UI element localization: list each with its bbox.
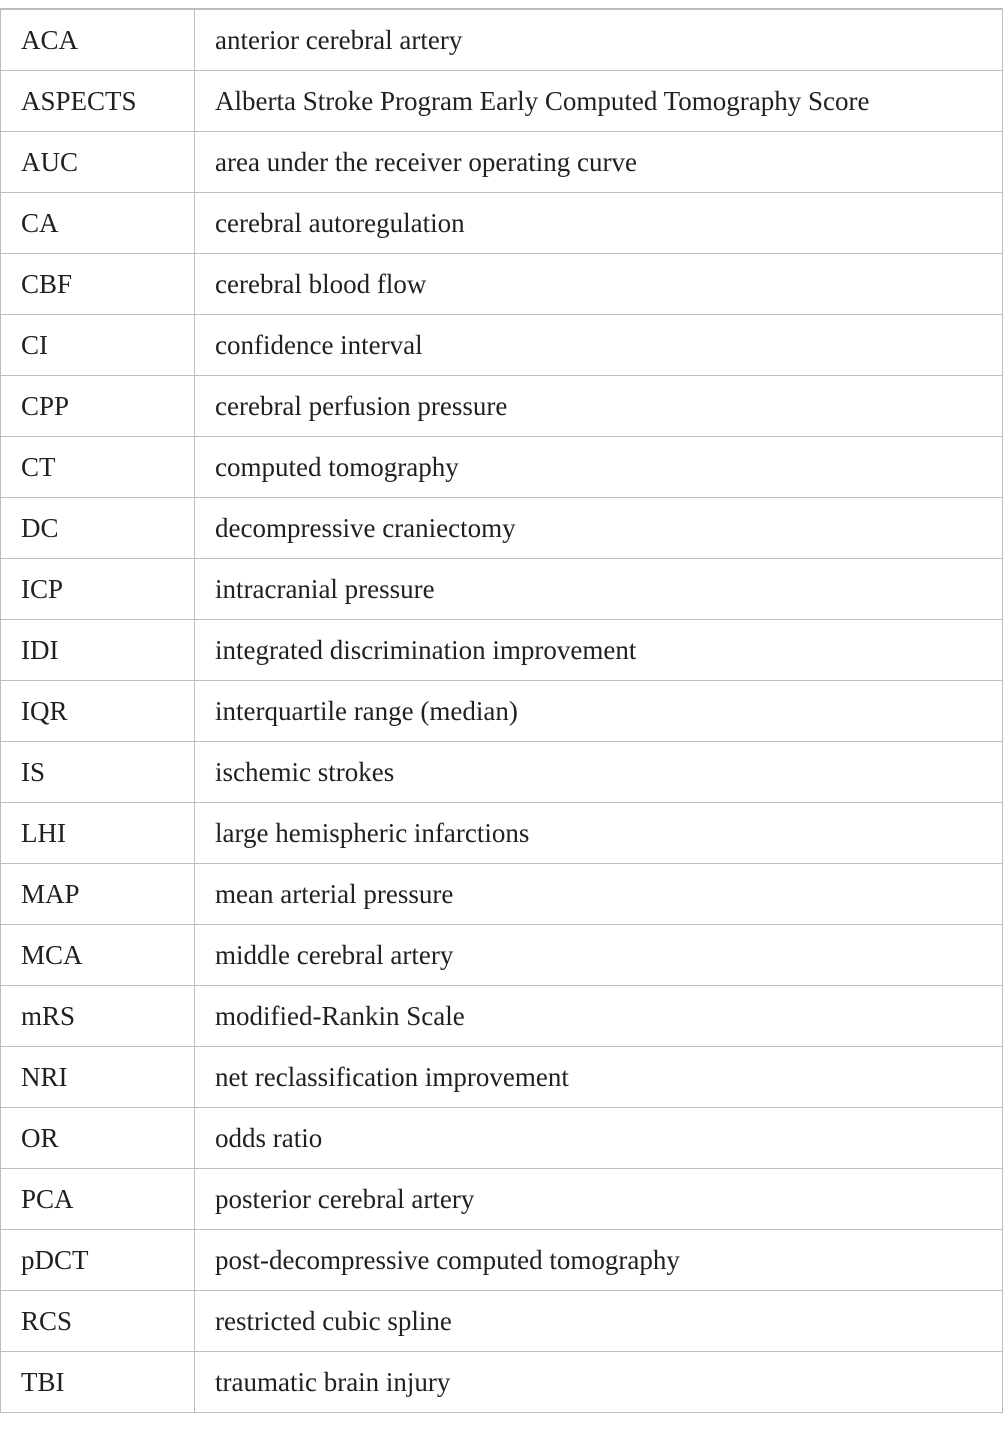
table-row xyxy=(1,1230,1003,1291)
definition-cell: interquartile range (median) xyxy=(195,681,1003,742)
abbreviation-cell: MAP xyxy=(1,864,195,925)
table-row xyxy=(1,254,1003,315)
table-row xyxy=(1,315,1003,376)
abbreviation-cell: IQR xyxy=(1,681,195,742)
table-row xyxy=(1,71,1003,132)
table-row xyxy=(1,986,1003,1047)
table-row xyxy=(1,193,1003,254)
table-row xyxy=(1,498,1003,559)
table-row xyxy=(1,742,1003,803)
definition-cell: net reclassification improvement xyxy=(195,1047,1003,1108)
abbreviation-cell: ASPECTS xyxy=(1,71,195,132)
definition-cell: posterior cerebral artery xyxy=(195,1169,1003,1230)
definition-cell: cerebral blood flow xyxy=(195,254,1003,315)
abbreviation-cell: LHI xyxy=(1,803,195,864)
table-row xyxy=(1,559,1003,620)
abbreviation-cell: pDCT xyxy=(1,1230,195,1291)
abbreviation-cell: CBF xyxy=(1,254,195,315)
abbreviation-cell: IS xyxy=(1,742,195,803)
definition-cell: confidence interval xyxy=(195,315,1003,376)
definition-cell: integrated discrimination improvement xyxy=(195,620,1003,681)
definition-cell: middle cerebral artery xyxy=(195,925,1003,986)
table-row xyxy=(1,620,1003,681)
definition-cell: mean arterial pressure xyxy=(195,864,1003,925)
definition-cell: cerebral perfusion pressure xyxy=(195,376,1003,437)
abbreviation-cell: PCA xyxy=(1,1169,195,1230)
abbreviation-cell: NRI xyxy=(1,1047,195,1108)
table-row xyxy=(1,132,1003,193)
abbreviations-table-body xyxy=(1,9,1003,1413)
abbreviation-cell: ICP xyxy=(1,559,195,620)
definition-cell: Alberta Stroke Program Early Computed Tomography Score xyxy=(195,71,1003,132)
table-row xyxy=(1,1047,1003,1108)
abbreviation-cell: CI xyxy=(1,315,195,376)
definition-cell: ischemic strokes xyxy=(195,742,1003,803)
definition-cell: cerebral autoregulation xyxy=(195,193,1003,254)
abbreviation-cell: CA xyxy=(1,193,195,254)
abbreviation-cell: MCA xyxy=(1,925,195,986)
table-row xyxy=(1,1169,1003,1230)
definition-cell: intracranial pressure xyxy=(195,559,1003,620)
abbreviation-cell: CPP xyxy=(1,376,195,437)
table-row xyxy=(1,376,1003,437)
definition-cell: computed tomography xyxy=(195,437,1003,498)
abbreviations-table xyxy=(0,8,1003,1413)
definition-cell: anterior cerebral artery xyxy=(195,9,1003,71)
abbreviation-cell: AUC xyxy=(1,132,195,193)
definition-cell: post-decompressive computed tomography xyxy=(195,1230,1003,1291)
table-row xyxy=(1,681,1003,742)
abbreviation-cell: IDI xyxy=(1,620,195,681)
table-row xyxy=(1,864,1003,925)
abbreviation-cell: ACA xyxy=(1,9,195,71)
abbreviation-cell: RCS xyxy=(1,1291,195,1352)
table-row xyxy=(1,437,1003,498)
definition-cell: odds ratio xyxy=(195,1108,1003,1169)
abbreviation-cell: CT xyxy=(1,437,195,498)
definition-cell: area under the receiver operating curve xyxy=(195,132,1003,193)
table-row xyxy=(1,1108,1003,1169)
table-row xyxy=(1,1291,1003,1352)
abbreviation-cell: TBI xyxy=(1,1352,195,1413)
definition-cell: restricted cubic spline xyxy=(195,1291,1003,1352)
definition-cell: large hemispheric infarctions xyxy=(195,803,1003,864)
table-row xyxy=(1,9,1003,71)
table-row xyxy=(1,1352,1003,1413)
abbreviation-cell: DC xyxy=(1,498,195,559)
definition-cell: modified-Rankin Scale xyxy=(195,986,1003,1047)
abbreviation-cell: mRS xyxy=(1,986,195,1047)
definition-cell: decompressive craniectomy xyxy=(195,498,1003,559)
table-row xyxy=(1,925,1003,986)
table-row xyxy=(1,803,1003,864)
definition-cell: traumatic brain injury xyxy=(195,1352,1003,1413)
abbreviation-cell: OR xyxy=(1,1108,195,1169)
